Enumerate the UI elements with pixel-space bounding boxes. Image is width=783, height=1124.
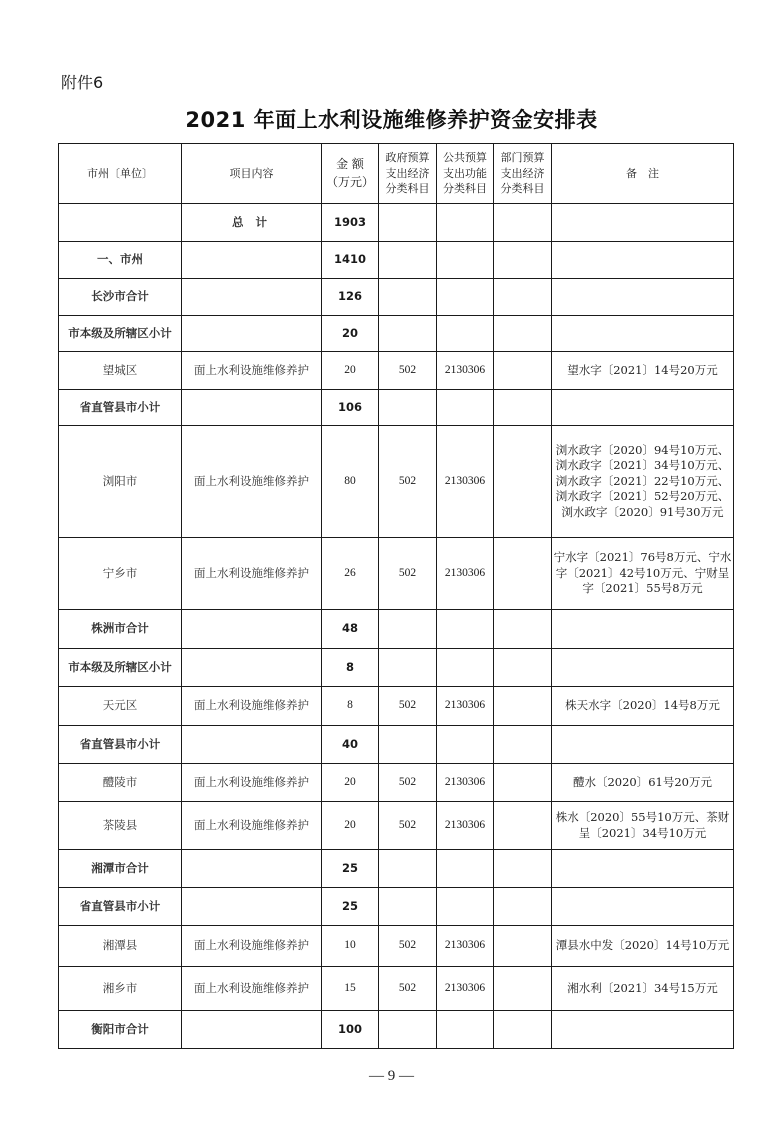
unit-cell: 长沙市合计 [59, 279, 182, 316]
header-project: 项目内容 [182, 144, 322, 204]
gov-econ-cell: 502 [379, 926, 437, 967]
unit-cell: 市本级及所辖区小计 [59, 649, 182, 687]
page-number: — 9 — [369, 1068, 414, 1084]
gov-econ-cell [379, 1011, 437, 1049]
note-cell: 浏水政字〔2020〕94号10万元、 浏水政字〔2021〕34号10万元、 浏水政字〔2021〕22号10万元、 浏水政字〔2021〕52号20万元、 浏水政字〔2020〕91号30万元 [552, 426, 734, 538]
public-func-cell [437, 726, 494, 764]
public-func-cell [437, 649, 494, 687]
dept-econ-cell [494, 888, 552, 926]
public-func-cell [437, 242, 494, 279]
amount-cell: 106 [322, 390, 379, 426]
gov-econ-cell [379, 649, 437, 687]
unit-cell: 株洲市合计 [59, 610, 182, 649]
unit-cell: 湘潭县 [59, 926, 182, 967]
gov-econ-cell [379, 279, 437, 316]
project-cell: 面上水利设施维修养护 [182, 764, 322, 802]
project-cell [182, 1011, 322, 1049]
public-func-cell: 2130306 [437, 926, 494, 967]
note-cell: 望水字〔2021〕14号20万元 [552, 352, 734, 390]
amount-cell: 40 [322, 726, 379, 764]
gov-econ-cell [379, 204, 437, 242]
amount-cell: 20 [322, 352, 379, 390]
subtotal-row [59, 726, 734, 764]
note-cell: 株天水字〔2020〕14号8万元 [552, 687, 734, 726]
amount-cell: 25 [322, 888, 379, 926]
unit-cell: 省直管县市小计 [59, 726, 182, 764]
project-cell: 面上水利设施维修养护 [182, 802, 322, 850]
dept-econ-cell [494, 764, 552, 802]
project-cell [182, 888, 322, 926]
dept-econ-cell [494, 390, 552, 426]
dept-econ-cell [494, 279, 552, 316]
public-func-cell [437, 610, 494, 649]
amount-cell: 80 [322, 426, 379, 538]
gov-econ-cell [379, 390, 437, 426]
note-cell [552, 850, 734, 888]
public-func-cell [437, 1011, 494, 1049]
funding-table [58, 143, 734, 1049]
amount-cell: 20 [322, 802, 379, 850]
public-func-cell [437, 390, 494, 426]
dept-econ-cell [494, 204, 552, 242]
unit-cell: 宁乡市 [59, 538, 182, 610]
public-func-cell: 2130306 [437, 538, 494, 610]
amount-cell: 8 [322, 687, 379, 726]
unit-cell: 茶陵县 [59, 802, 182, 850]
dept-econ-cell [494, 1011, 552, 1049]
subtotal-row [59, 204, 734, 242]
gov-econ-cell: 502 [379, 687, 437, 726]
unit-cell: 浏阳市 [59, 426, 182, 538]
gov-econ-cell: 502 [379, 426, 437, 538]
table-row [59, 926, 734, 967]
amount-cell: 25 [322, 850, 379, 888]
unit-cell: 省直管县市小计 [59, 888, 182, 926]
unit-cell: 衡阳市合计 [59, 1011, 182, 1049]
gov-econ-cell [379, 242, 437, 279]
gov-econ-cell: 502 [379, 538, 437, 610]
gov-econ-cell: 502 [379, 352, 437, 390]
dept-econ-cell [494, 352, 552, 390]
table-row [59, 764, 734, 802]
public-func-cell: 2130306 [437, 764, 494, 802]
header-unit: 市州〔单位〕 [59, 144, 182, 204]
document-title: 2021 年面上水利设施维修养护资金安排表 [185, 108, 598, 132]
note-cell: 湘水利〔2021〕34号15万元 [552, 967, 734, 1011]
public-func-cell [437, 888, 494, 926]
project-cell: 面上水利设施维修养护 [182, 352, 322, 390]
note-cell: 潭县水中发〔2020〕14号10万元 [552, 926, 734, 967]
subtotal-row [59, 888, 734, 926]
note-cell [552, 1011, 734, 1049]
note-cell [552, 279, 734, 316]
dept-econ-cell [494, 316, 552, 352]
public-func-cell: 2130306 [437, 352, 494, 390]
subtotal-row [59, 242, 734, 279]
public-func-cell: 2130306 [437, 687, 494, 726]
gov-econ-cell [379, 888, 437, 926]
project-cell [182, 316, 322, 352]
public-func-cell: 2130306 [437, 967, 494, 1011]
subtotal-row [59, 1011, 734, 1049]
table-row [59, 426, 734, 538]
note-cell [552, 242, 734, 279]
table-row [59, 802, 734, 850]
amount-cell: 1903 [322, 204, 379, 242]
subtotal-row [59, 649, 734, 687]
table-row [59, 967, 734, 1011]
gov-econ-cell [379, 850, 437, 888]
public-func-cell [437, 279, 494, 316]
amount-cell: 8 [322, 649, 379, 687]
amount-cell: 15 [322, 967, 379, 1011]
gov-econ-cell: 502 [379, 967, 437, 1011]
dept-econ-cell [494, 967, 552, 1011]
gov-econ-cell [379, 726, 437, 764]
project-cell [182, 279, 322, 316]
note-cell: 株水〔2020〕55号10万元、茶财 呈〔2021〕34号10万元 [552, 802, 734, 850]
project-cell [182, 242, 322, 279]
table-row [59, 352, 734, 390]
project-cell [182, 726, 322, 764]
note-cell [552, 316, 734, 352]
dept-econ-cell [494, 802, 552, 850]
note-cell: 宁水字〔2021〕76号8万元、宁水 字〔2021〕42号10万元、宁财呈 字〔2021〕55号8万元 [552, 538, 734, 610]
gov-econ-cell [379, 316, 437, 352]
unit-cell [59, 204, 182, 242]
header-note: 备 注 [552, 144, 734, 204]
header-dept-econ: 部门预算 支出经济 分类科目 [494, 144, 552, 204]
amount-cell: 20 [322, 316, 379, 352]
unit-cell: 湘潭市合计 [59, 850, 182, 888]
unit-cell: 醴陵市 [59, 764, 182, 802]
unit-cell: 市本级及所辖区小计 [59, 316, 182, 352]
unit-cell: 一、市州 [59, 242, 182, 279]
note-cell: 醴水〔2020〕61号20万元 [552, 764, 734, 802]
public-func-cell [437, 204, 494, 242]
note-cell [552, 610, 734, 649]
amount-cell: 20 [322, 764, 379, 802]
note-cell [552, 726, 734, 764]
project-cell: 面上水利设施维修养护 [182, 967, 322, 1011]
public-func-cell: 2130306 [437, 426, 494, 538]
dept-econ-cell [494, 926, 552, 967]
note-cell [552, 649, 734, 687]
gov-econ-cell: 502 [379, 764, 437, 802]
dept-econ-cell [494, 426, 552, 538]
note-cell [552, 390, 734, 426]
public-func-cell [437, 850, 494, 888]
project-cell: 面上水利设施维修养护 [182, 426, 322, 538]
project-cell [182, 850, 322, 888]
table-row [59, 538, 734, 610]
project-cell: 面上水利设施维修养护 [182, 687, 322, 726]
unit-cell: 省直管县市小计 [59, 390, 182, 426]
header-amount: 金 额 （万元） [322, 144, 379, 204]
dept-econ-cell [494, 726, 552, 764]
project-cell: 面上水利设施维修养护 [182, 926, 322, 967]
project-cell [182, 610, 322, 649]
public-func-cell [437, 316, 494, 352]
table-row [59, 687, 734, 726]
note-cell [552, 204, 734, 242]
amount-cell: 100 [322, 1011, 379, 1049]
header-public-func: 公共预算 支出功能 分类科目 [437, 144, 494, 204]
subtotal-row [59, 610, 734, 649]
dept-econ-cell [494, 649, 552, 687]
dept-econ-cell [494, 850, 552, 888]
project-cell: 面上水利设施维修养护 [182, 538, 322, 610]
amount-cell: 48 [322, 610, 379, 649]
amount-cell: 26 [322, 538, 379, 610]
dept-econ-cell [494, 538, 552, 610]
dept-econ-cell [494, 687, 552, 726]
gov-econ-cell [379, 610, 437, 649]
amount-cell: 126 [322, 279, 379, 316]
attachment-label: 附件6 [61, 73, 104, 92]
dept-econ-cell [494, 242, 552, 279]
subtotal-row [59, 390, 734, 426]
subtotal-row [59, 850, 734, 888]
unit-cell: 天元区 [59, 687, 182, 726]
unit-cell: 湘乡市 [59, 967, 182, 1011]
project-cell [182, 390, 322, 426]
gov-econ-cell: 502 [379, 802, 437, 850]
dept-econ-cell [494, 610, 552, 649]
project-cell [182, 649, 322, 687]
unit-cell: 望城区 [59, 352, 182, 390]
public-func-cell: 2130306 [437, 802, 494, 850]
header-row [59, 144, 734, 204]
amount-cell: 1410 [322, 242, 379, 279]
subtotal-row [59, 279, 734, 316]
note-cell [552, 888, 734, 926]
header-gov-econ: 政府预算 支出经济 分类科目 [379, 144, 437, 204]
amount-cell: 10 [322, 926, 379, 967]
project-cell: 总 计 [182, 204, 322, 242]
subtotal-row [59, 316, 734, 352]
